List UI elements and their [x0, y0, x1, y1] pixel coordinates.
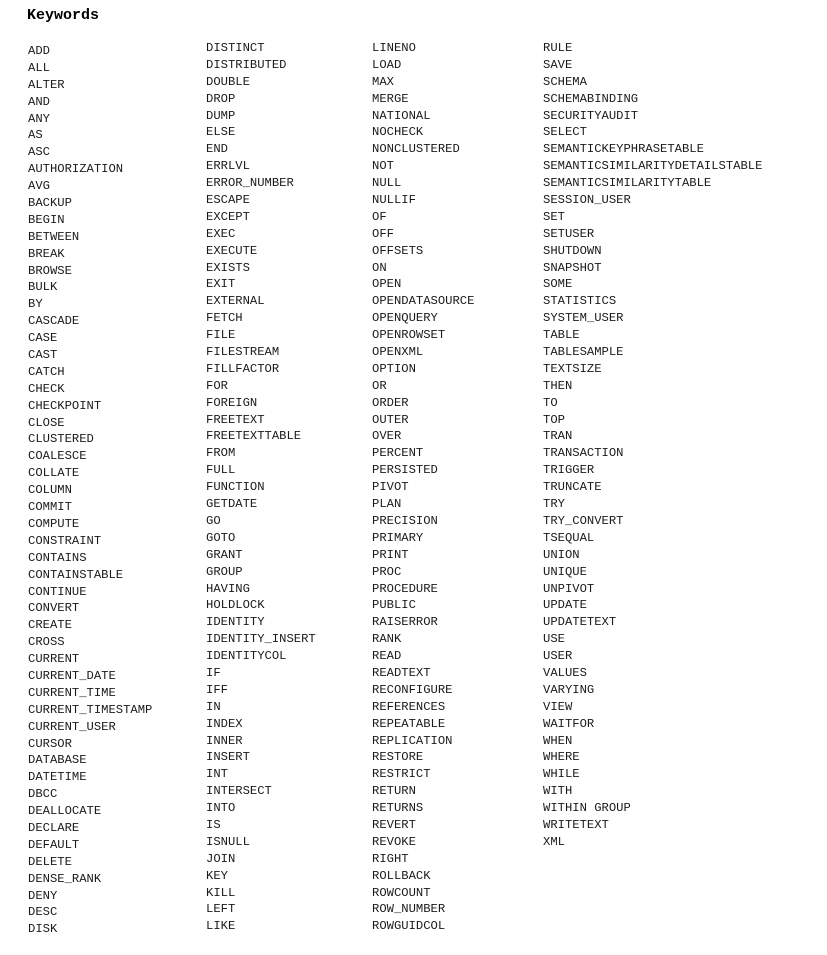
keyword-item: FILE	[206, 328, 236, 343]
keyword-item: ANY	[28, 111, 50, 126]
keyword-item: CROSS	[28, 635, 65, 650]
keyword-item: RULE	[543, 41, 573, 55]
keyword-item: SAVE	[543, 57, 573, 72]
keyword-item: RESTORE	[372, 750, 424, 765]
keyword-item: MAX	[372, 74, 394, 89]
keyword-item: SETUSER	[543, 226, 595, 241]
keyword-item: DEFAULT	[28, 837, 80, 852]
keyword-item: SOME	[543, 277, 573, 292]
keyword-item: RANK	[372, 632, 402, 647]
keyword-item: BROWSE	[28, 263, 72, 278]
keyword-item: IDENTITYCOL	[206, 649, 287, 664]
keyword-item: REVOKE	[372, 834, 416, 849]
keyword-item: ISNULL	[206, 834, 250, 849]
keyword-item: ADD	[28, 44, 50, 58]
keyword-item: OPENDATASOURCE	[372, 294, 475, 309]
keyword-item: EXECUTE	[206, 243, 258, 258]
keyword-item: RETURNS	[372, 801, 424, 816]
keyword-item: LIKE	[206, 919, 236, 934]
keyword-item: CHECKPOINT	[28, 398, 102, 413]
keyword-item: READTEXT	[372, 665, 431, 680]
keyword-item: SEMANTICSIMILARITYTABLE	[543, 176, 712, 191]
keyword-item: SEMANTICSIMILARITYDETAILSTABLE	[543, 159, 763, 174]
keyword-item: RESTRICT	[372, 767, 431, 782]
keyword-item: SCHEMABINDING	[543, 91, 639, 106]
keyword-item: CASCADE	[28, 314, 80, 329]
keyword-item: WAITFOR	[543, 716, 595, 731]
keyword-item: EXISTS	[206, 260, 250, 275]
keyword-item: DEALLOCATE	[28, 804, 102, 819]
keyword-item: RAISERROR	[372, 615, 438, 630]
keyword-item: PRIMARY	[372, 530, 424, 545]
keyword-item: SEMANTICKEYPHRASETABLE	[543, 142, 704, 157]
keyword-item: CURRENT	[28, 652, 80, 667]
keyword-item: OUTER	[372, 412, 409, 427]
keyword-item: CONVERT	[28, 601, 80, 616]
keyword-column-2	[206, 40, 316, 935]
keyword-item: TRY	[543, 497, 565, 512]
keyword-item: IDENTITY_INSERT	[206, 632, 316, 647]
keyword-item: BULK	[28, 280, 58, 295]
keyword-item: DROP	[206, 91, 236, 106]
keyword-item: CONTAINSTABLE	[28, 567, 124, 582]
keyword-item: PERSISTED	[372, 463, 438, 478]
keyword-item: REFERENCES	[372, 699, 446, 714]
keyword-item: THEN	[543, 378, 573, 393]
keyword-item: INDEX	[206, 716, 243, 731]
keyword-item: INTERSECT	[206, 784, 272, 799]
keyword-item: SESSION_USER	[543, 193, 631, 208]
keyword-item: NOCHECK	[372, 125, 424, 140]
keyword-item: PROC	[372, 564, 402, 579]
keyword-item: USE	[543, 632, 565, 647]
keyword-item: INTO	[206, 801, 236, 816]
page-title: Keywords	[27, 7, 100, 24]
keyword-item: NATIONAL	[372, 108, 431, 123]
keyword-item: CURRENT_TIME	[28, 685, 116, 700]
keyword-item: WITHIN GROUP	[543, 801, 631, 816]
keyword-item: LOAD	[372, 57, 402, 72]
keyword-item: NULL	[372, 176, 402, 191]
keyword-item: COMMIT	[28, 500, 72, 515]
keyword-item: IFF	[206, 682, 228, 697]
keyword-item: VIEW	[543, 699, 573, 714]
keyword-item: SECURITYAUDIT	[543, 108, 639, 123]
keyword-item: AVG	[28, 179, 50, 194]
keyword-item: CHECK	[28, 381, 65, 396]
keyword-item: OPENXML	[372, 345, 424, 360]
keyword-item: KILL	[206, 885, 236, 900]
keyword-item: PRINT	[372, 547, 409, 562]
keyword-item: TOP	[543, 412, 565, 427]
keyword-item: COLLATE	[28, 466, 80, 481]
keyword-item: TEXTSIZE	[543, 361, 602, 376]
keyword-item: EXCEPT	[206, 209, 250, 224]
keyword-item: CURSOR	[28, 736, 72, 751]
keyword-item: SET	[543, 209, 565, 224]
keyword-item: CURRENT_TIMESTAMP	[28, 702, 153, 717]
keyword-item: RETURN	[372, 784, 416, 799]
keyword-item: ALTER	[28, 77, 65, 92]
keyword-column-4	[543, 40, 762, 851]
keyword-item: BACKUP	[28, 196, 72, 211]
keyword-item: UPDATE	[543, 598, 587, 613]
keyword-item: DISTRIBUTED	[206, 57, 287, 72]
keyword-item: COALESCE	[28, 449, 87, 464]
keyword-item: PLAN	[372, 497, 402, 512]
keyword-item: PUBLIC	[372, 598, 416, 613]
keyword-item: GOTO	[206, 530, 236, 545]
keyword-item: BEGIN	[28, 212, 65, 227]
keyword-item: PRECISION	[372, 513, 438, 528]
keyword-item: DENY	[28, 888, 58, 903]
keyword-item: FREETEXT	[206, 412, 265, 427]
keyword-item: CONTINUE	[28, 584, 87, 599]
keyword-item: ORDER	[372, 395, 409, 410]
keyword-item: DBCC	[28, 787, 58, 802]
keyword-item: TRAN	[543, 429, 573, 444]
keyword-item: FOR	[206, 378, 228, 393]
keyword-item: ELSE	[206, 125, 236, 140]
keyword-item: FREETEXTTABLE	[206, 429, 302, 444]
keyword-item: TSEQUAL	[543, 530, 595, 545]
keyword-item: JOIN	[206, 851, 236, 866]
keyword-item: XML	[543, 834, 565, 849]
keyword-item: WHEN	[543, 733, 573, 748]
keyword-item: TABLE	[543, 328, 580, 343]
keyword-item: REPLICATION	[372, 733, 453, 748]
keyword-item: END	[206, 142, 228, 157]
keyword-item: NULLIF	[372, 193, 416, 208]
keyword-item: KEY	[206, 868, 228, 883]
keyword-item: NONCLUSTERED	[372, 142, 460, 157]
keyword-item: DATETIME	[28, 770, 87, 785]
keyword-item: WRITETEXT	[543, 817, 609, 832]
keyword-item: COMPUTE	[28, 516, 80, 531]
keyword-item: WHILE	[543, 767, 580, 782]
keyword-item: STATISTICS	[543, 294, 617, 309]
keyword-item: VARYING	[543, 682, 595, 697]
keyword-item: LEFT	[206, 902, 236, 917]
keyword-item: CURRENT_DATE	[28, 668, 116, 683]
keyword-item: READ	[372, 649, 402, 664]
keyword-item: OPEN	[372, 277, 402, 292]
keyword-item: RECONFIGURE	[372, 682, 453, 697]
keyword-item: ROWGUIDCOL	[372, 919, 446, 934]
keyword-item: CREATE	[28, 618, 72, 633]
keyword-item: GETDATE	[206, 497, 258, 512]
keyword-item: FUNCTION	[206, 480, 265, 495]
keyword-item: CLUSTERED	[28, 432, 94, 447]
keyword-item: TO	[543, 395, 558, 410]
keyword-item: FILLFACTOR	[206, 361, 280, 376]
keyword-item: CLOSE	[28, 415, 65, 430]
keyword-item: DESC	[28, 905, 58, 920]
keyword-item: SYSTEM_USER	[543, 311, 624, 326]
keyword-item: INSERT	[206, 750, 250, 765]
keyword-item: EXIT	[206, 277, 236, 292]
keyword-item: USER	[543, 649, 573, 664]
keyword-item: VALUES	[543, 665, 587, 680]
keyword-item: IF	[206, 665, 221, 680]
keyword-item: OPENROWSET	[372, 328, 446, 343]
keyword-item: IN	[206, 699, 221, 714]
keyword-item: CONTAINS	[28, 550, 87, 565]
keyword-item: UNIQUE	[543, 564, 587, 579]
keyword-item: FETCH	[206, 311, 243, 326]
keyword-item: CONSTRAINT	[28, 533, 102, 548]
keyword-item: INT	[206, 767, 228, 782]
keyword-item: CASE	[28, 331, 58, 346]
keyword-item: GO	[206, 513, 221, 528]
keyword-item: TRIGGER	[543, 463, 595, 478]
keyword-item: UNPIVOT	[543, 581, 595, 596]
keyword-item: OPENQUERY	[372, 311, 438, 326]
keyword-item: OPTION	[372, 361, 416, 376]
keyword-item: CAST	[28, 348, 58, 363]
keyword-item: BREAK	[28, 246, 65, 261]
keyword-item: UPDATETEXT	[543, 615, 617, 630]
keyword-item: FOREIGN	[206, 395, 258, 410]
keyword-item: HOLDLOCK	[206, 598, 265, 613]
keyword-item: AS	[28, 128, 43, 143]
keyword-item: FULL	[206, 463, 236, 478]
keyword-item: TRY_CONVERT	[543, 513, 624, 528]
keyword-item: SNAPSHOT	[543, 260, 602, 275]
keyword-item: MERGE	[372, 91, 409, 106]
keyword-item: PROCEDURE	[372, 581, 438, 596]
keyword-item: PERCENT	[372, 446, 424, 461]
keyword-item: INNER	[206, 733, 243, 748]
keyword-item: UNION	[543, 547, 580, 562]
keyword-item: CATCH	[28, 364, 65, 379]
keyword-item: REVERT	[372, 817, 416, 832]
keyword-column-1	[28, 43, 152, 938]
keyword-item: WHERE	[543, 750, 580, 765]
keyword-item: ERRLVL	[206, 159, 250, 174]
keyword-item: ROW_NUMBER	[372, 902, 446, 917]
keyword-item: REPEATABLE	[372, 716, 446, 731]
keyword-item: BY	[28, 297, 43, 312]
keyword-item: CURRENT_USER	[28, 719, 116, 734]
keyword-item: TRANSACTION	[543, 446, 624, 461]
keyword-item: ALL	[28, 60, 50, 75]
keyword-item: OFFSETS	[372, 243, 424, 258]
keyword-item: DENSE_RANK	[28, 871, 102, 886]
keyword-item: DUMP	[206, 108, 236, 123]
keyword-item: ROLLBACK	[372, 868, 431, 883]
keyword-item: TRUNCATE	[543, 480, 602, 495]
keyword-item: ESCAPE	[206, 193, 250, 208]
keyword-item: GRANT	[206, 547, 243, 562]
keyword-item: GROUP	[206, 564, 243, 579]
keyword-item: SHUTDOWN	[543, 243, 602, 258]
keyword-item: DECLARE	[28, 820, 80, 835]
keyword-item: ROWCOUNT	[372, 885, 431, 900]
keyword-item: FROM	[206, 446, 236, 461]
keyword-item: DISTINCT	[206, 41, 265, 55]
keyword-item: BETWEEN	[28, 229, 80, 244]
keyword-item: FILESTREAM	[206, 345, 280, 360]
keyword-item: IDENTITY	[206, 615, 265, 630]
keyword-item: HAVING	[206, 581, 250, 596]
keyword-item: EXTERNAL	[206, 294, 265, 309]
keyword-item: DELETE	[28, 854, 72, 869]
keyword-item: AND	[28, 94, 50, 109]
keyword-item: SELECT	[543, 125, 587, 140]
keyword-item: LINENO	[372, 41, 416, 55]
keyword-item: NOT	[372, 159, 394, 174]
keyword-column-3	[372, 40, 474, 935]
keyword-item: OFF	[372, 226, 394, 241]
keyword-item: IS	[206, 817, 221, 832]
keyword-item: OR	[372, 378, 387, 393]
keyword-item: AUTHORIZATION	[28, 162, 124, 177]
keyword-item: PIVOT	[372, 480, 409, 495]
keyword-item: SCHEMA	[543, 74, 587, 89]
keyword-item: DOUBLE	[206, 74, 250, 89]
keyword-item: ASC	[28, 145, 50, 160]
keyword-item: ERROR_NUMBER	[206, 176, 294, 191]
keyword-item: TABLESAMPLE	[543, 345, 624, 360]
keyword-item: RIGHT	[372, 851, 409, 866]
keyword-item: OVER	[372, 429, 402, 444]
keyword-item: ON	[372, 260, 387, 275]
keyword-item: DISK	[28, 922, 58, 937]
keyword-item: OF	[372, 209, 387, 224]
keyword-item: EXEC	[206, 226, 236, 241]
keyword-item: COLUMN	[28, 483, 72, 498]
keyword-item: DATABASE	[28, 753, 87, 768]
keyword-item: WITH	[543, 784, 573, 799]
